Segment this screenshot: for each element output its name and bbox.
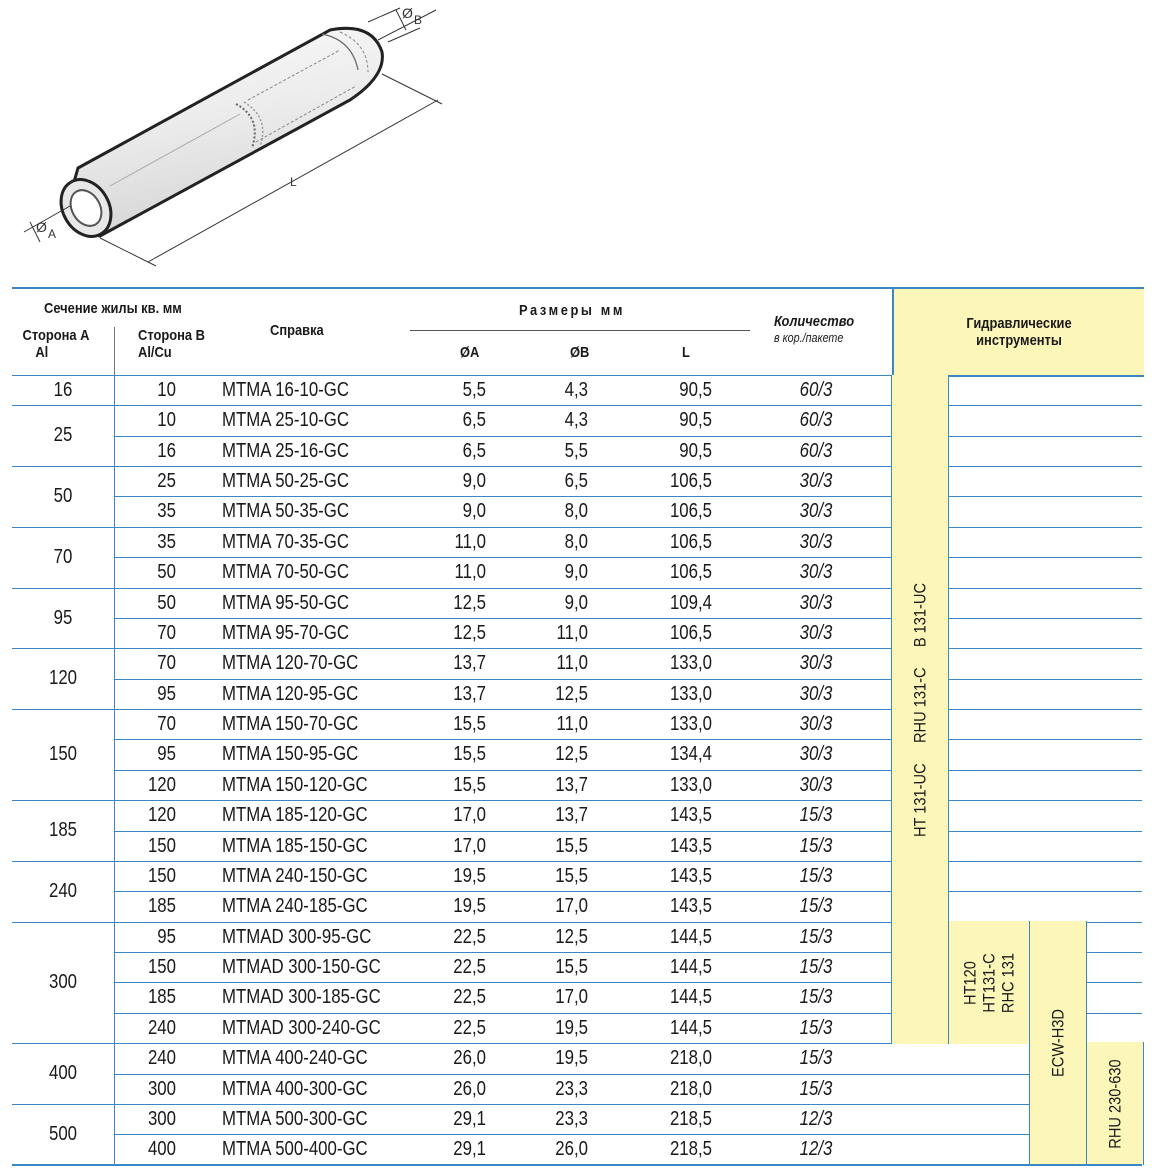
dim-b-cell: 12,5 xyxy=(555,925,588,948)
dim-a-cell: 9,0 xyxy=(462,500,486,523)
quantity-cell: 30/3 xyxy=(799,743,833,766)
side-a-header xyxy=(18,327,94,361)
reference-cell: MTMA 185-150-GC xyxy=(222,834,368,857)
side-a-value: 300 xyxy=(48,970,78,993)
dim-a-cell: 11,0 xyxy=(454,561,486,584)
side-b-cell: 400 xyxy=(147,1138,176,1161)
table-row xyxy=(12,557,1142,587)
dim-a-cell: 22,5 xyxy=(453,956,486,979)
quantity-header-line2: в кор./пакете xyxy=(774,331,844,345)
dim-b-cell: 4,3 xyxy=(564,379,588,401)
dim-a-cell: 15,5 xyxy=(453,743,486,766)
dim-b-cell: 26,0 xyxy=(555,1138,588,1161)
side-b-cell: 70 xyxy=(157,713,176,736)
dim-a-header: ØA xyxy=(460,344,480,361)
dim-l-cell: 218,5 xyxy=(669,1138,712,1161)
side-a-value: 120 xyxy=(48,667,78,690)
tool-block-rhu230 xyxy=(1086,1042,1144,1165)
reference-cell: MTMA 95-50-GC xyxy=(222,591,349,614)
side-a-value: 185 xyxy=(48,819,78,842)
side-b-cell: 95 xyxy=(157,925,176,948)
dim-b-cell: 8,0 xyxy=(564,530,588,553)
side-b-cell: 70 xyxy=(157,652,176,675)
side-b-cell: 240 xyxy=(147,1047,176,1070)
quantity-cell: 15/3 xyxy=(799,864,833,887)
quantity-cell: 60/3 xyxy=(799,439,833,462)
quantity-cell: 30/3 xyxy=(799,591,833,614)
dim-l-cell: 144,5 xyxy=(669,1016,712,1039)
dim-l-label: L xyxy=(290,175,297,189)
table-row xyxy=(12,891,1142,921)
table-row xyxy=(12,648,1142,678)
dim-l-cell: 143,5 xyxy=(669,804,712,827)
table-header xyxy=(12,287,1142,375)
quantity-cell: 30/3 xyxy=(799,621,833,644)
dim-b-cell: 15,5 xyxy=(555,834,588,857)
table-row xyxy=(12,1043,1142,1073)
quantity-cell: 30/3 xyxy=(799,561,833,584)
quantity-cell: 60/3 xyxy=(799,409,833,432)
tool-label-ecw: ECW-H3D xyxy=(1048,1009,1068,1077)
side-a-value: 240 xyxy=(48,879,78,902)
dim-l-cell: 133,0 xyxy=(669,682,712,705)
side-b-cell: 185 xyxy=(147,986,176,1009)
dim-b-cell: 13,7 xyxy=(555,804,588,827)
dim-b-cell: 17,0 xyxy=(555,895,588,918)
quantity-cell: 12/3 xyxy=(799,1107,833,1130)
quantity-cell: 30/3 xyxy=(799,530,833,553)
table-row xyxy=(12,436,1142,466)
tools-header-line2: инструменты xyxy=(976,332,1062,349)
table-row xyxy=(12,527,1142,557)
dim-b-header: ØB xyxy=(570,344,590,361)
quantity-cell: 15/3 xyxy=(799,1047,833,1070)
reference-cell: MTMA 50-25-GC xyxy=(222,470,349,493)
reference-cell: MTMA 16-10-GC xyxy=(222,379,349,401)
reference-cell: MTMA 240-150-GC xyxy=(222,864,368,887)
side-b-cell: 150 xyxy=(147,834,176,857)
tool-label-ht120 xyxy=(961,952,1018,1012)
side-b-header-line1: Сторона B xyxy=(138,327,205,344)
dim-l-cell: 144,5 xyxy=(669,956,712,979)
dim-a-cell: 13,7 xyxy=(453,682,486,705)
dim-a-cell: 22,5 xyxy=(453,1016,486,1039)
dim-l-header: L xyxy=(682,344,690,361)
table-row xyxy=(12,496,1142,526)
dim-a-cell: 6,5 xyxy=(462,409,486,432)
tool-block-ht131 xyxy=(891,375,949,1044)
reference-cell: MTMA 400-300-GC xyxy=(222,1077,368,1100)
side-b-header-line2: Al/Cu xyxy=(138,344,172,361)
dim-l-cell: 218,0 xyxy=(669,1047,712,1070)
table-body xyxy=(12,375,1142,1165)
side-a-value: 150 xyxy=(48,743,78,766)
dim-l-cell: 218,5 xyxy=(669,1107,712,1130)
dim-b-cell: 6,5 xyxy=(564,470,588,493)
dim-b-cell: 5,5 xyxy=(564,439,588,462)
side-b-cell: 35 xyxy=(157,530,176,553)
reference-cell: MTMA 95-70-GC xyxy=(222,621,349,644)
reference-cell: MTMA 120-70-GC xyxy=(222,652,359,675)
side-a-value: 70 xyxy=(53,545,73,568)
reference-cell: MTMAD 300-240-GC xyxy=(222,1016,381,1039)
table-row xyxy=(12,405,1142,435)
reference-cell: MTMA 185-120-GC xyxy=(222,804,368,827)
tool-block-ecw xyxy=(1029,921,1087,1165)
table-row xyxy=(12,709,1142,739)
quantity-header xyxy=(774,313,854,347)
tool-label-ht120-line1: HT120 xyxy=(960,960,980,1005)
side-a-header-line2: Al xyxy=(35,344,49,361)
dim-l-cell: 144,5 xyxy=(669,986,712,1009)
section-title: Сечение жилы кв. мм xyxy=(44,300,182,317)
reference-cell: MTMA 25-10-GC xyxy=(222,409,349,432)
dim-l-cell: 143,5 xyxy=(669,864,712,887)
dim-b-cell: 11,0 xyxy=(556,652,588,675)
dim-l-cell: 106,5 xyxy=(669,621,712,644)
side-b-cell: 150 xyxy=(147,956,176,979)
side-b-cell: 95 xyxy=(157,743,176,766)
side-b-cell: 185 xyxy=(147,895,176,918)
dim-l-cell: 133,0 xyxy=(669,713,712,736)
table-row xyxy=(12,861,1142,891)
quantity-cell: 15/3 xyxy=(799,1016,833,1039)
side-b-header xyxy=(138,327,205,361)
reference-cell: MTMA 240-185-GC xyxy=(222,895,368,918)
side-a-value: 95 xyxy=(53,606,73,629)
dim-b-cell: 12,5 xyxy=(555,743,588,766)
quantity-cell: 30/3 xyxy=(799,652,833,675)
dim-b-cell: 17,0 xyxy=(555,986,588,1009)
tool-label-ht120-line3: RHC 131 xyxy=(998,952,1018,1013)
reference-cell: MTMA 500-300-GC xyxy=(222,1107,368,1130)
dim-l-cell: 144,5 xyxy=(669,925,712,948)
dim-l-cell: 106,5 xyxy=(669,500,712,523)
dim-a-cell: 17,0 xyxy=(453,834,486,857)
dim-b-label: B xyxy=(414,13,423,27)
dimensions-rule xyxy=(410,330,750,331)
dim-a-cell: 22,5 xyxy=(453,925,486,948)
side-b-cell: 35 xyxy=(157,500,176,523)
dim-a-symbol: Ø xyxy=(36,219,47,235)
dim-a-cell: 15,5 xyxy=(453,773,486,796)
quantity-cell: 60/3 xyxy=(799,379,833,401)
table-row xyxy=(12,466,1142,496)
header-top-rule xyxy=(12,287,892,289)
table-row xyxy=(12,831,1142,861)
side-b-cell: 50 xyxy=(157,591,176,614)
side-b-cell: 10 xyxy=(157,409,176,432)
reference-cell: MTMA 150-120-GC xyxy=(222,773,368,796)
reference-cell: MTMA 70-50-GC xyxy=(222,561,349,584)
dim-l-cell: 133,0 xyxy=(669,652,712,675)
dim-l-cell: 106,5 xyxy=(669,530,712,553)
dim-b-cell: 15,5 xyxy=(555,864,588,887)
quantity-cell: 30/3 xyxy=(799,773,833,796)
quantity-cell: 15/3 xyxy=(799,956,833,979)
dim-a-cell: 26,0 xyxy=(453,1047,486,1070)
table-bottom-rule xyxy=(12,1164,1142,1166)
quantity-cell: 15/3 xyxy=(799,925,833,948)
table-row xyxy=(12,800,1142,830)
reference-cell: MTMA 150-95-GC xyxy=(222,743,359,766)
side-b-cell: 25 xyxy=(157,470,176,493)
table-row xyxy=(12,1134,1142,1164)
dimensions-header: Размеры мм xyxy=(519,302,625,319)
reference-header: Справка xyxy=(270,322,324,339)
reference-cell: MTMA 120-95-GC xyxy=(222,682,359,705)
quantity-cell: 15/3 xyxy=(799,986,833,1009)
dim-b-cell: 4,3 xyxy=(564,409,588,432)
dim-b-cell: 9,0 xyxy=(564,591,588,614)
dim-b-cell: 9,0 xyxy=(564,561,588,584)
table-row xyxy=(12,1074,1142,1104)
side-b-cell: 70 xyxy=(157,621,176,644)
tool-label-rhu230: RHU 230-630 xyxy=(1105,1058,1125,1149)
side-b-cell: 50 xyxy=(157,561,176,584)
quantity-cell: 12/3 xyxy=(799,1138,833,1161)
quantity-cell: 30/3 xyxy=(799,470,833,493)
reference-cell: MTMA 500-400-GC xyxy=(222,1138,368,1161)
table-row xyxy=(12,1104,1142,1134)
table-row xyxy=(12,770,1142,800)
table-row xyxy=(12,739,1142,769)
dim-a-cell: 19,5 xyxy=(453,864,486,887)
dim-b-cell: 23,3 xyxy=(555,1107,588,1130)
side-b-cell: 120 xyxy=(147,804,176,827)
side-a-value: 25 xyxy=(53,424,73,447)
reference-cell: MTMA 70-35-GC xyxy=(222,530,349,553)
tube-body xyxy=(70,28,383,236)
dim-l-cell: 143,5 xyxy=(669,895,712,918)
quantity-cell: 15/3 xyxy=(799,804,833,827)
reference-cell: MTMA 400-240-GC xyxy=(222,1047,368,1070)
quantity-cell: 15/3 xyxy=(799,1077,833,1100)
tool-block-ht120 xyxy=(948,921,1030,1044)
dim-a-cell: 6,5 xyxy=(462,439,486,462)
dim-a-cell: 26,0 xyxy=(453,1077,486,1100)
side-a-value: 16 xyxy=(53,379,73,401)
dim-b-symbol: Ø xyxy=(402,5,413,21)
side-b-cell: 16 xyxy=(157,439,176,462)
dim-b-cell: 11,0 xyxy=(556,621,588,644)
dim-a-cell: 9,0 xyxy=(462,470,486,493)
tools-header-line1: Гидравлические xyxy=(966,315,1072,332)
tool-label-ht131: HT 131-UC RHU 131-C B 131-UC xyxy=(910,582,930,837)
dim-l-cell: 218,0 xyxy=(669,1077,712,1100)
dim-a-label: A xyxy=(48,227,57,241)
quantity-cell: 15/3 xyxy=(799,895,833,918)
dim-a-cell: 11,0 xyxy=(454,530,486,553)
side-a-value: 500 xyxy=(48,1122,78,1145)
dim-b-cell: 11,0 xyxy=(556,713,588,736)
side-a-column-rule xyxy=(114,375,115,1165)
dim-a-cell: 12,5 xyxy=(453,591,486,614)
quantity-cell: 15/3 xyxy=(799,834,833,857)
quantity-cell: 30/3 xyxy=(799,713,833,736)
header-divider xyxy=(114,327,115,375)
dim-b-cell: 15,5 xyxy=(555,956,588,979)
tool-label-ht120-line2: HT131-C xyxy=(979,952,999,1013)
reference-cell: MTMA 50-35-GC xyxy=(222,500,349,523)
dim-a-cell: 29,1 xyxy=(453,1138,486,1161)
dim-l-cell: 133,0 xyxy=(669,773,712,796)
dim-l-cell: 106,5 xyxy=(669,470,712,493)
dim-a-cell: 17,0 xyxy=(453,804,486,827)
reference-cell: MTMA 25-16-GC xyxy=(222,439,349,462)
dim-l-cell: 109,4 xyxy=(669,591,712,614)
side-b-cell: 95 xyxy=(157,682,176,705)
reference-cell: MTMAD 300-150-GC xyxy=(222,956,381,979)
dim-b-cell: 19,5 xyxy=(555,1047,588,1070)
connector-diagram xyxy=(0,0,460,278)
dim-l-cell: 143,5 xyxy=(669,834,712,857)
reference-cell: MTMAD 300-95-GC xyxy=(222,925,372,948)
table-row xyxy=(12,679,1142,709)
table-row xyxy=(12,375,1142,405)
dim-a-cell: 15,5 xyxy=(453,713,486,736)
dim-a-cell: 29,1 xyxy=(453,1107,486,1130)
dim-b-cell: 13,7 xyxy=(555,773,588,796)
quantity-cell: 30/3 xyxy=(799,682,833,705)
side-b-cell: 10 xyxy=(157,379,176,401)
dim-l-cell: 106,5 xyxy=(669,561,712,584)
dim-b-cell: 23,3 xyxy=(555,1077,588,1100)
dim-a-cell: 12,5 xyxy=(453,621,486,644)
dim-a-cell: 22,5 xyxy=(453,986,486,1009)
dim-a-cell: 19,5 xyxy=(453,895,486,918)
quantity-cell: 30/3 xyxy=(799,500,833,523)
side-b-cell: 300 xyxy=(147,1077,176,1100)
dim-l-cell: 90,5 xyxy=(679,439,712,462)
side-b-cell: 150 xyxy=(147,864,176,887)
dim-b-cell: 12,5 xyxy=(555,682,588,705)
table-row xyxy=(12,618,1142,648)
dim-a-cell: 5,5 xyxy=(462,379,486,401)
dim-l-cell: 90,5 xyxy=(679,409,712,432)
dim-l-cell: 90,5 xyxy=(679,379,712,401)
dim-b-cell: 19,5 xyxy=(555,1016,588,1039)
dim-b-cell: 8,0 xyxy=(564,500,588,523)
side-b-cell: 120 xyxy=(147,773,176,796)
tools-header xyxy=(892,287,1144,377)
side-a-header-line1: Сторона A xyxy=(22,327,90,344)
table-row xyxy=(12,588,1142,618)
dim-a-cell: 13,7 xyxy=(453,652,486,675)
reference-cell: MTMA 150-70-GC xyxy=(222,713,359,736)
side-b-cell: 240 xyxy=(147,1016,176,1039)
dim-l-cell: 134,4 xyxy=(669,743,712,766)
quantity-header-line1: Количество xyxy=(774,313,855,330)
side-b-cell: 300 xyxy=(147,1107,176,1130)
side-a-value: 50 xyxy=(53,485,73,508)
reference-cell: MTMAD 300-185-GC xyxy=(222,986,381,1009)
side-a-value: 400 xyxy=(48,1062,78,1085)
